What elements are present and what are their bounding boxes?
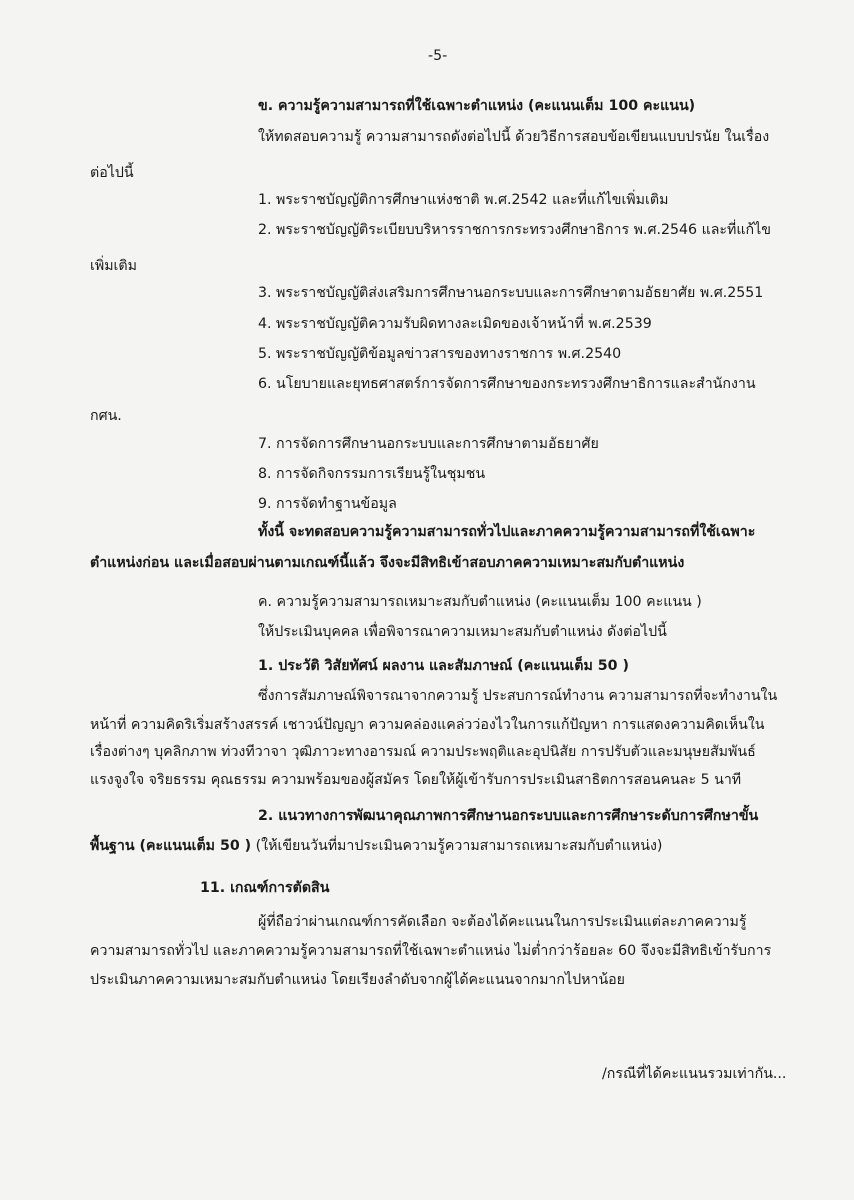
paragraph-line: ซึ่งการสัมภาษณ์พิจารณาจากความรู้ ประสบการณ์ทำงาน ความสามารถที่จะทำงานใน — [258, 688, 778, 704]
page-number: -5- — [428, 48, 448, 64]
list-item: 5. พระราชบัญญัติข้อมูลข่าวสารของทางราชการ พ.ศ.2540 — [258, 346, 622, 362]
section-b-intro: ให้ทดสอบความรู้ ความสามารถดังต่อไปนี้ ด้วยวิธีการสอบข้อเขียนแบบปรนัย ในเรื่อง — [258, 129, 770, 145]
list-item: 1. พระราชบัญญัติการศึกษาแห่งชาติ พ.ศ.2542 และที่แก้ไขเพิ่มเติม — [258, 192, 669, 208]
section-c-heading: ค. ความรู้ความสามารถเหมาะสมกับตำแหน่ง (คะแนนเต็ม 100 คะแนน ) — [258, 594, 702, 610]
paragraph-line: แรงจูงใจ จริยธรรม คุณธรรม ความพร้อมของผู้สมัคร โดยให้ผู้เข้ารับการประเมินสาธิตการสอนคนละ 5 นาที — [90, 772, 742, 788]
continuation-note: /กรณีที่ได้คะแนนรวมเท่ากัน... — [602, 1066, 787, 1082]
list-item-cont: เพิ่มเติม — [90, 258, 137, 274]
section-b-intro-cont: ต่อไปนี้ — [90, 165, 134, 181]
list-item: 4. พระราชบัญญัติความรับผิดทางละเมิดของเจ้าหน้าที่ พ.ศ.2539 — [258, 316, 652, 332]
section-b-note: ทั้งนี้ จะทดสอบความรู้ความสามารถทั่วไปและภาคความรู้ความสามารถที่ใช้เฉพาะ — [258, 524, 756, 540]
list-item: 9. การจัดทำฐานข้อมูล — [258, 496, 397, 512]
list-item: 8. การจัดกิจกรรมการเรียนรู้ในชุมชน — [258, 466, 486, 482]
list-item: 7. การจัดการศึกษานอกระบบและการศึกษาตามอัธยาศัย — [258, 436, 599, 452]
section-c-intro: ให้ประเมินบุคคล เพื่อพิจารณาความเหมาะสมกับตำแหน่ง ดังต่อไปนี้ — [258, 624, 667, 640]
paragraph-line: เรื่องต่างๆ บุคลิกภาพ ท่วงทีวาจา วุฒิภาวะทางอารมณ์ ความประพฤติและอุปนิสัย การปรับตัวและมนุษยสัมพันธ์ — [90, 744, 756, 760]
list-item: 6. นโยบายและยุทธศาสตร์การจัดการศึกษาของกระทรวงศึกษาธิการและสำนักงาน — [258, 376, 756, 392]
list-item-cont: กศน. — [90, 408, 122, 424]
list-item: 3. พระราชบัญญัติส่งเสริมการศึกษานอกระบบและการศึกษาตามอัธยาศัย พ.ศ.2551 — [258, 285, 764, 301]
section-c-item2-cont — [90, 836, 662, 856]
item2-normal-part: (ให้เขียนวันที่มาประเมินความรู้ความสามารถเหมาะสมกับตำแหน่ง) — [251, 838, 663, 854]
paragraph-line: ความสามารถทั่วไป และภาคความรู้ความสามารถที่ใช้เฉพาะตำแหน่ง ไม่ต่ำกว่าร้อยละ 60 จึงจะมีสิทธิเข้ารับการ — [90, 943, 772, 959]
section-11-heading: 11. เกณฑ์การตัดสิน — [200, 880, 330, 896]
paragraph-line: ประเมินภาคความเหมาะสมกับตำแหน่ง โดยเรียงลำดับจากผู้ได้คะแนนจากมากไปหาน้อย — [90, 972, 625, 988]
section-b-heading: ข. ความรู้ความสามารถที่ใช้เฉพาะตำแหน่ง (คะแนนเต็ม 100 คะแนน) — [258, 98, 696, 114]
paragraph-line: ผู้ที่ถือว่าผ่านเกณฑ์การคัดเลือก จะต้องได้คะแนนในการประเมินแต่ละภาคความรู้ — [258, 914, 747, 930]
section-c-item1-heading: 1. ประวัติ วิสัยทัศน์ ผลงาน และสัมภาษณ์ (คะแนนเต็ม 50 ) — [258, 658, 629, 674]
paragraph-line: หน้าที่ ความคิดริเริ่มสร้างสรรค์ เชาวน์ปัญญา ความคล่องแคล่วว่องไวในการแก้ปัญหา การแสดงความคิดเห็นใน — [90, 717, 765, 733]
section-b-note-cont: ตำแหน่งก่อน และเมื่อสอบผ่านตามเกณฑ์นี้แล้ว จึงจะมีสิทธิเข้าสอบภาคความเหมาะสมกับตำแหน่ง — [90, 555, 685, 571]
list-item: 2. พระราชบัญญัติระเบียบบริหารราชการกระทรวงศึกษาธิการ พ.ศ.2546 และที่แก้ไข — [258, 222, 771, 238]
item2-bold-part: พื้นฐาน (คะแนนเต็ม 50 ) — [90, 838, 252, 854]
section-c-item2-heading: 2. แนวทางการพัฒนาคุณภาพการศึกษานอกระบบและการศึกษาระดับการศึกษาขั้น — [258, 808, 759, 824]
